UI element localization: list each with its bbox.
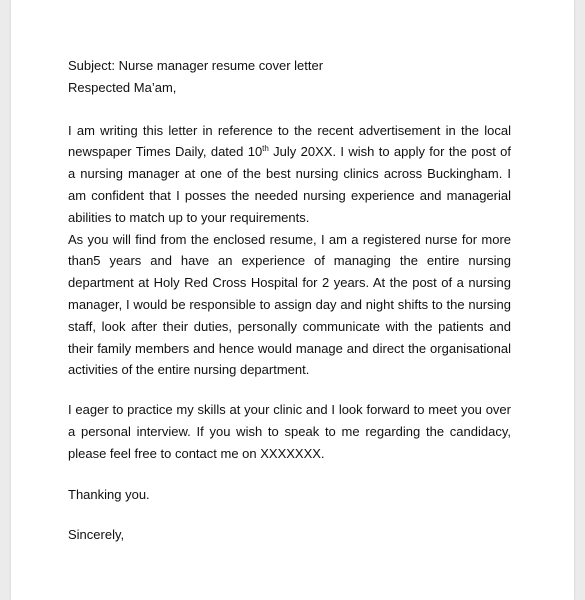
document-page xyxy=(11,0,574,600)
intro-text-start: I am writing this letter in reference to the recent advertisement in the local newspaper Times Daily, dated 10 xyxy=(68,122,511,160)
spacer xyxy=(68,99,511,120)
spacer xyxy=(68,381,511,399)
thanks-line: Thanking you. xyxy=(68,486,150,502)
paragraph-intro xyxy=(68,120,511,229)
salutation: Respected Ma’am, xyxy=(68,79,177,95)
intro-text-end: July 20XX. I wish to apply for the post of a nursing manager at one of the best nursing clinics across Buckingham. I am confident that I posses the needed nursing experience and managerial abilities to match up to your requirements. xyxy=(68,144,511,225)
subject-line: Subject: Nurse manager resume cover letter xyxy=(68,58,324,73)
spacer xyxy=(68,505,511,524)
paragraph-experience: As you will find from the enclosed resume, I am a registered nurse for more than5 years and have an experience of managing the entire nursing department at Holy Red Cross Hospital for 2 years. At the post of a nursing manager, I would be responsible to assign day and night shifts to the nursing staff, look after their duties, personally communicate with the patients and their family members and hence would manage and direct the organisational activities of the entire nursing department. xyxy=(68,231,511,378)
spacer xyxy=(68,465,511,484)
ordinal-suffix: th xyxy=(262,144,269,154)
cover-letter xyxy=(68,55,511,546)
closing-line: Sincerely, xyxy=(68,527,125,543)
paragraph-interview: I eager to practice my skills at your clinic and I look forward to meet you over a personal interview. If you wish to speak to me regarding the candidacy, please feel free to contact me on XXXXXXX. xyxy=(68,402,511,461)
